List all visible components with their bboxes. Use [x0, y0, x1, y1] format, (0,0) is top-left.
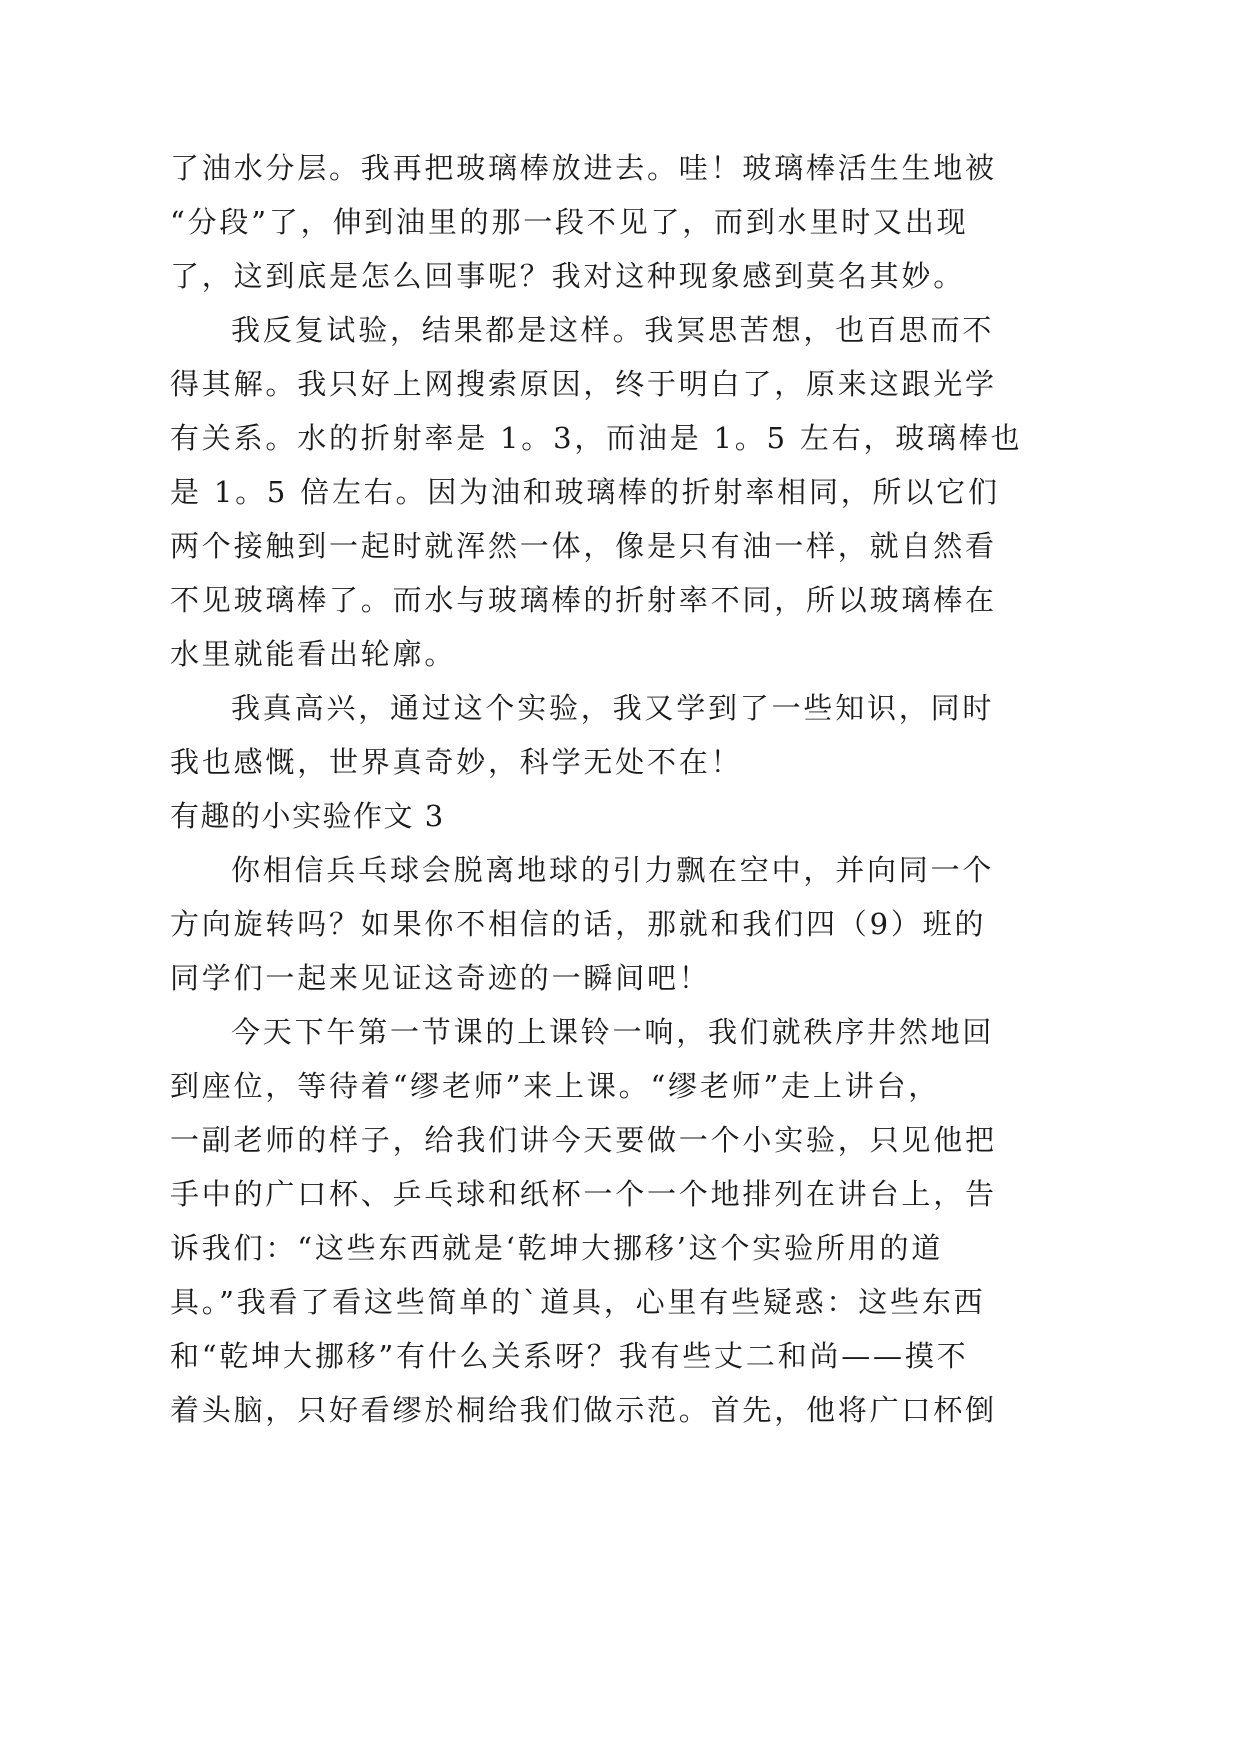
text-line: 方向旋转吗？如果你不相信的话，那就和我们四（9）班的 — [170, 907, 987, 941]
paragraph — [170, 1005, 997, 1437]
text-line: 一副老师的样子，给我们讲今天要做一个小实验，只见他把 — [170, 1123, 997, 1157]
text-line: 同学们一起来见证这奇迹的一瞬间吧！ — [170, 961, 711, 995]
section-heading — [170, 789, 950, 843]
text-line: 手中的广口杯、乒乓球和纸杯一个一个地排列在讲台上，告 — [170, 1177, 997, 1211]
text-line: 我反复试验，结果都是这样。我冥思苦想，也百思而不 — [231, 313, 995, 347]
text-line: “分段”了，伸到油里的那一段不见了，而到水里时又出现 — [170, 205, 969, 239]
text-line: 你相信兵乓球会脱离地球的引力飘在空中，并向同一个 — [231, 853, 995, 887]
text-line: 具。”我看了看这些简单的`道具，心里有些疑惑：这些东西 — [170, 1285, 986, 1319]
document-body — [170, 141, 1023, 1437]
text-line: 着头脑，只好看缪於桐给我们做示范。首先，他将广口杯倒 — [170, 1393, 997, 1427]
text-line: 我真高兴，通过这个实验，我又学到了一些知识，同时 — [231, 691, 995, 725]
paragraph — [170, 843, 995, 1005]
text-line: 不见玻璃棒了。而水与玻璃棒的折射率不同，所以玻璃棒在 — [170, 583, 997, 617]
text-line: 到座位，等待着“缪老师”来上课。“缪老师”走上讲台， — [170, 1069, 941, 1103]
paragraph — [170, 141, 997, 303]
paragraph — [170, 681, 995, 789]
text-line: 了，这到底是怎么回事呢？我对这种现象感到莫名其妙。 — [170, 259, 966, 293]
paragraph — [170, 303, 1023, 681]
text-line: 和“乾坤大挪移”有什么关系呀？我有些丈二和尚——摸不 — [170, 1339, 969, 1373]
text-line: 今天下午第一节课的上课铃一响，我们就秩序井然地回 — [231, 1015, 995, 1049]
text-line: 水里就能看出轮廓。 — [170, 637, 457, 671]
text-line: 有关系。水的折射率是 1。3，而油是 1。5 左右，玻璃棒也 — [170, 421, 1023, 455]
text-line: 两个接触到一起时就浑然一体，像是只有油一样，就自然看 — [170, 529, 997, 563]
text-line: 我也感慨，世界真奇妙，科学无处不在！ — [170, 745, 743, 779]
text-line: 了油水分层。我再把玻璃棒放进去。哇！玻璃棒活生生地被 — [170, 151, 997, 185]
text-line: 得其解。我只好上网搜索原因，终于明白了，原来这跟光学 — [170, 367, 997, 401]
text-line: 是 1。5 倍左右。因为油和玻璃棒的折射率相同，所以它们 — [170, 475, 1000, 509]
text-line: 诉我们：“这些东西就是‘乾坤大挪移’这个实验所用的道 — [170, 1231, 944, 1265]
heading-text: 有趣的小实验作文 3 — [170, 799, 445, 833]
